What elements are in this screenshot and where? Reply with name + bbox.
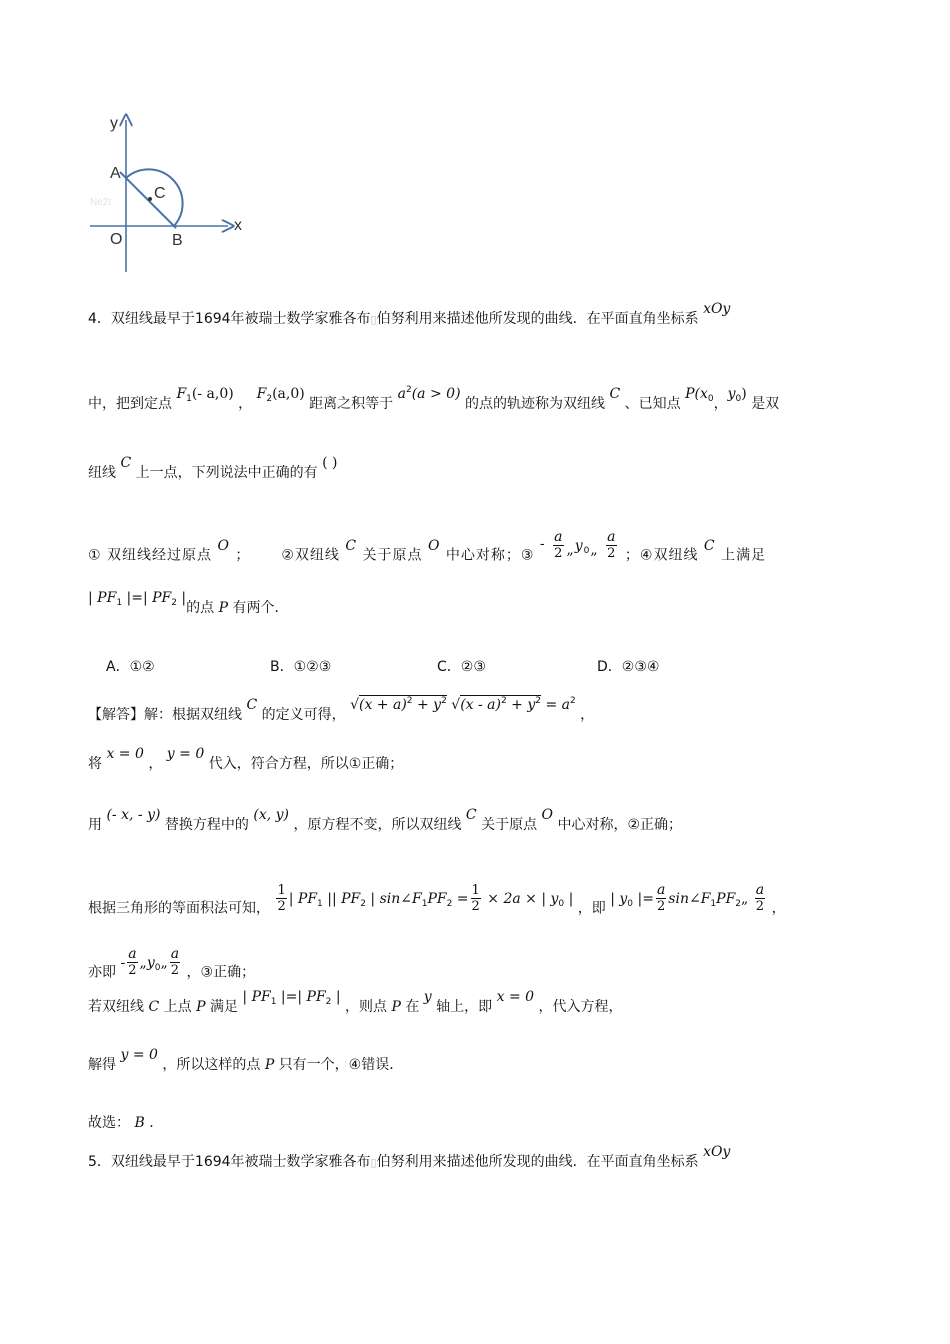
answer-line-5: 亦即 - $\frac{a}{2}$ $„y_0„$ $\frac{a}{2}$ ，③正确； [88,946,256,981]
answer-line-2: 将 x = 0 ， y = 0 代入，符合方程，所以①正确； [88,746,404,772]
fig-label-C: C [154,185,166,202]
diameter-AB [120,172,176,228]
q4-items-line: ① 双纽线经过原点 O ； ②双纽线 C 关于原点 O 中心对称；③ - $\frac{a}{2}$ $„y^0„$ $\frac{a}{2}$ ；④双纽线 C 上满足 [88,529,767,564]
q5-line-1: 5．双纽线最早于1694年被瑞士数学家雅各布▯伯努利用来描述他所发现的曲线．在平面直角坐标系 xOy [88,1144,731,1170]
q4-items-line-2: | $PF_1$ |=| $PF_2$ |的点 P 有两个． [88,590,289,616]
definition-equation: $√(x + a)^2 + y^2$ $√(x - a)^2 + y^2 = a^2$ [350,696,576,713]
fig-label-O: O [110,231,123,248]
answer-line-3: 用 (- x, - y) 替换方程中的 (x, y) ，原方程不变，所以双纽线 C 关于原点 O 中心对称，②正确； [88,807,683,833]
answer-choice: 故选： B ． [88,1115,164,1131]
fig-label-A: A [110,165,121,182]
answer-line-1: 【解答】解：根据双纽线 C 的定义可得， $√(x + a)^2 + y^2$ $√(x - a)^2 + y^2 = a^2$ ， [88,696,595,723]
fig-label-y: y [110,115,118,132]
fig-label-B: B [172,232,183,249]
answer-line-7: 解得 y = 0 ，所以这样的点 P 只有一个，④错误． [88,1047,404,1073]
area-equation: $\frac{1}{2}$ | $PF_1$ || $PF_2$ | $\sin\angle F_1PF_2$ = $\frac{1}{2}$ × 2a × | $y_0$ | [277,883,574,914]
answer-line-4: 根据三角形的等面积法可知， $\frac{1}{2}$ | $PF_1$ || $PF_2$ | $\sin\angle F_1PF_2$ = $\frac{1}{2}$ × 2a × | $y_0$ | ，即 | $y_0$ |= $\frac{a}{2}$ $\sin\angle F_1PF_2„$ $\frac{a}{2}$ ， [88,882,786,917]
q4-line-2: 中，把到定点 $F_1(-$ a,0) ， $F_2(a,0)$ 距离之积等于 $a^2(a > 0)$ 的点的轨迹称为双纽线 C 、已知点 $P(x_0$，$y_0$) 是双 [88,385,780,412]
fig-label-x: x [234,217,242,234]
center-point [148,197,152,201]
figure-semicircle [80,108,260,278]
option-D[interactable]: D．②③④ [597,659,660,675]
answer-line-6: 若双纽线 C 上点 P 满足 | $PF_1$ |=| $PF_2$ | ，则点 P 在 y 轴上，即 x = 0 ，代入方程， [88,989,623,1015]
fig-faint-label: Ne2t [90,197,112,208]
option-A[interactable]: A．①② [106,659,155,675]
option-B[interactable]: B．①②③ [270,659,332,675]
option-C[interactable]: C．②③ [437,659,486,675]
q4-line-1: 4．双纽线最早于1694年被瑞士数学家雅各布▯伯努利用来描述他所发现的曲线．在平面直角坐标系 xOy [88,301,731,327]
q4-line-3: 纽线 C 上一点，下列说法中正确的有 ( ) [88,455,338,481]
